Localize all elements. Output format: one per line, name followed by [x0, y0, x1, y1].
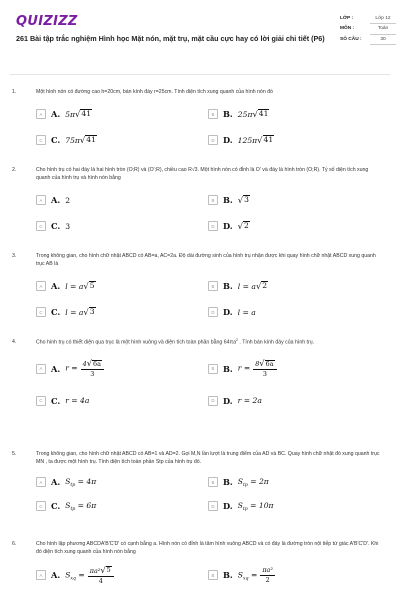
- option-letter: A.: [51, 570, 61, 581]
- option-b[interactable]: [208, 192, 250, 208]
- option-c[interactable]: [36, 304, 96, 320]
- option-letter: B.: [223, 570, 233, 581]
- option-c[interactable]: [36, 498, 96, 514]
- option-text: $S_{tp} = 4\pi$: [65, 476, 97, 488]
- question-6: [12, 540, 388, 592]
- option-text: r = 8 √ 6a 3: [238, 359, 277, 378]
- option-b[interactable]: [208, 106, 269, 122]
- question-text: Một hình nón có đường cao h=20cm, bán kính đáy r=25cm. Tính diện tích xung quanh của hình nón đó: [36, 89, 273, 95]
- option-badge: D: [208, 221, 218, 231]
- option-badge: A: [36, 477, 46, 487]
- option-badge: B: [208, 195, 218, 205]
- question-number: 4.: [12, 339, 17, 345]
- option-text: r = 4 √ 6a 3: [65, 359, 104, 378]
- option-badge: A: [36, 281, 46, 291]
- document-title: 261 Bài tập trắc nghiệm Hình học Mặt nón, mặt trụ, mặt cầu cực hay có lời giải chi tiết (P6): [16, 34, 325, 43]
- question-stem: [12, 88, 388, 96]
- meta-class: [340, 16, 396, 24]
- option-badge: B: [208, 364, 218, 374]
- question-number: 5.: [12, 451, 17, 457]
- option-badge: D: [208, 307, 218, 317]
- option-text: √ 2: [237, 221, 249, 232]
- option-badge: A: [36, 195, 46, 205]
- option-badge: D: [208, 501, 218, 511]
- option-text: l = a √ 5: [65, 281, 95, 292]
- option-d[interactable]: [208, 393, 262, 409]
- options: [36, 106, 382, 150]
- option-c[interactable]: [36, 218, 70, 234]
- count-value: 30: [370, 37, 396, 45]
- option-c[interactable]: [36, 132, 97, 148]
- option-letter: B.: [223, 477, 233, 488]
- options: [36, 192, 382, 236]
- option-badge: A: [36, 109, 46, 119]
- class-value: Lớp 12: [370, 16, 396, 24]
- option-text: $S_{tp} = 2\pi$: [237, 476, 269, 488]
- option-letter: C.: [51, 221, 61, 232]
- question-text: Trong không gian, cho hình chữ nhật ABCD có AB=a, AC=2a. Độ dài đường sinh của hình trụ nhận được khi quay hình chữ nhật ABCD xung quanh trục AB là: [36, 253, 376, 268]
- quizizz-logo: QUIZIZZ: [16, 14, 78, 29]
- option-d[interactable]: [208, 132, 274, 148]
- option-letter: C.: [51, 135, 61, 146]
- option-a[interactable]: [36, 562, 114, 588]
- option-text: 25π √ 41: [237, 109, 269, 120]
- option-text: $S_{tp} = 6\pi$: [65, 500, 97, 512]
- option-badge: B: [208, 570, 218, 580]
- option-text: $S_{tp} = 10\pi$: [237, 500, 274, 512]
- question-number: 1.: [12, 89, 17, 95]
- option-d[interactable]: [208, 498, 274, 514]
- option-badge: A: [36, 364, 46, 374]
- option-letter: D.: [223, 135, 233, 146]
- option-b[interactable]: [208, 474, 269, 490]
- option-badge: C: [36, 221, 46, 231]
- option-a[interactable]: [36, 357, 104, 381]
- option-letter: B.: [223, 363, 233, 374]
- option-letter: D.: [223, 221, 233, 232]
- option-text: l = a √ 2: [237, 281, 268, 292]
- option-d[interactable]: [208, 304, 256, 320]
- option-a[interactable]: [36, 278, 96, 294]
- option-letter: C.: [51, 307, 61, 318]
- option-badge: C: [36, 396, 46, 406]
- question-text: Cho hình trụ có hai đáy là hai hình tròn (O;R) và (O';R), chiều cao R√3. Một hình nón có đỉnh là O' và đáy là hình tròn (O;R). Tỷ số diện tích xung quanh của hình trụ và hình nón bằng: [36, 167, 369, 182]
- header-divider: [10, 74, 390, 75]
- document-header: [10, 8, 390, 70]
- option-text: 3: [65, 221, 71, 231]
- options: [36, 562, 382, 592]
- question-number: 3.: [12, 253, 17, 259]
- meta-subject: [340, 26, 396, 34]
- question-stem: [12, 252, 388, 268]
- options: [36, 355, 382, 415]
- option-b[interactable]: [208, 357, 277, 381]
- option-d[interactable]: [208, 218, 250, 234]
- option-letter: A.: [51, 281, 61, 292]
- option-letter: A.: [51, 477, 61, 488]
- option-text: r = 2a: [237, 396, 262, 406]
- option-badge: A: [36, 570, 46, 580]
- option-badge: B: [208, 109, 218, 119]
- question-text: Trong không gian, cho hình chữ nhật ABCD có AB=1 và AD=2. Gọi M,N lần lượt là trung điểm của AD và BC. Quay hình chữ nhật đó xung quanh trục MN , ta được một hình trụ. Tính diện tích toàn phần Stp của hình trụ đó.: [36, 451, 380, 466]
- option-badge: D: [208, 135, 218, 145]
- subject-value: Toán: [370, 26, 396, 34]
- option-text: 5π √ 41: [65, 109, 92, 120]
- question-number: 6.: [12, 541, 17, 547]
- option-a[interactable]: [36, 474, 96, 490]
- question-4: [12, 338, 388, 415]
- option-badge: B: [208, 477, 218, 487]
- question-stem: [12, 540, 388, 556]
- option-letter: A.: [51, 363, 61, 374]
- option-badge: B: [208, 281, 218, 291]
- option-badge: C: [36, 135, 46, 145]
- question-2: [12, 166, 388, 236]
- meta-box: [340, 16, 396, 47]
- option-letter: C.: [51, 395, 61, 406]
- option-text: $S_{xq}$ = πa² √ 5 4: [65, 566, 114, 585]
- option-badge: C: [36, 307, 46, 317]
- option-b[interactable]: [208, 278, 268, 294]
- option-letter: B.: [223, 281, 233, 292]
- question-stem: [12, 450, 388, 466]
- option-letter: D.: [223, 501, 233, 512]
- question-5: [12, 450, 388, 518]
- option-letter: C.: [51, 501, 61, 512]
- options: [36, 474, 382, 518]
- option-letter: D.: [223, 307, 233, 318]
- option-b[interactable]: [208, 562, 275, 588]
- question-stem: [12, 338, 388, 347]
- options: [36, 278, 382, 322]
- option-letter: A.: [51, 109, 61, 120]
- option-badge: D: [208, 396, 218, 406]
- option-text: r = 4a: [65, 396, 90, 406]
- class-label: LỚP :: [340, 16, 354, 21]
- option-a[interactable]: [36, 106, 92, 122]
- option-a[interactable]: [36, 192, 70, 208]
- option-text: 2: [65, 195, 71, 205]
- option-text: $S_{xq}$ = $\frac{\text{πa²}}{2}$: [237, 565, 273, 584]
- option-text: √ 3: [237, 195, 249, 206]
- count-label: SỐ CÂU :: [340, 36, 362, 42]
- question-3: [12, 252, 388, 322]
- option-text: 125π √ 41: [237, 135, 274, 146]
- question-1: [12, 88, 388, 150]
- question-number: 2.: [12, 167, 17, 173]
- question-text: Cho hình trụ có thiết diện qua trục là một hình vuông và diện tích toàn phần bằng $64\pi a^2$ . Tính bán kính đáy của hình trụ.: [36, 338, 315, 346]
- question-text: Cho hình lập phương ABCDA'B'C'D' có cạnh bằng a. Hình nón có đỉnh là tâm hình vuông ABCD và có đáy là đường tròn nội tiếp tứ giác A'B'C'D'. Khi đó diện tích xung quanh của hình nón bằng: [36, 541, 379, 556]
- option-badge: C: [36, 501, 46, 511]
- option-text: l = a: [237, 307, 256, 317]
- option-letter: B.: [223, 109, 233, 120]
- option-text: 75π √ 41: [65, 135, 96, 146]
- subject-label: MÔN :: [340, 26, 355, 32]
- option-letter: B.: [223, 195, 233, 206]
- option-letter: A.: [51, 195, 61, 206]
- meta-count: [340, 37, 396, 45]
- question-stem: [12, 166, 388, 182]
- option-letter: D.: [223, 395, 233, 406]
- option-c[interactable]: [36, 393, 89, 409]
- option-text: l = a √ 3: [65, 307, 95, 318]
